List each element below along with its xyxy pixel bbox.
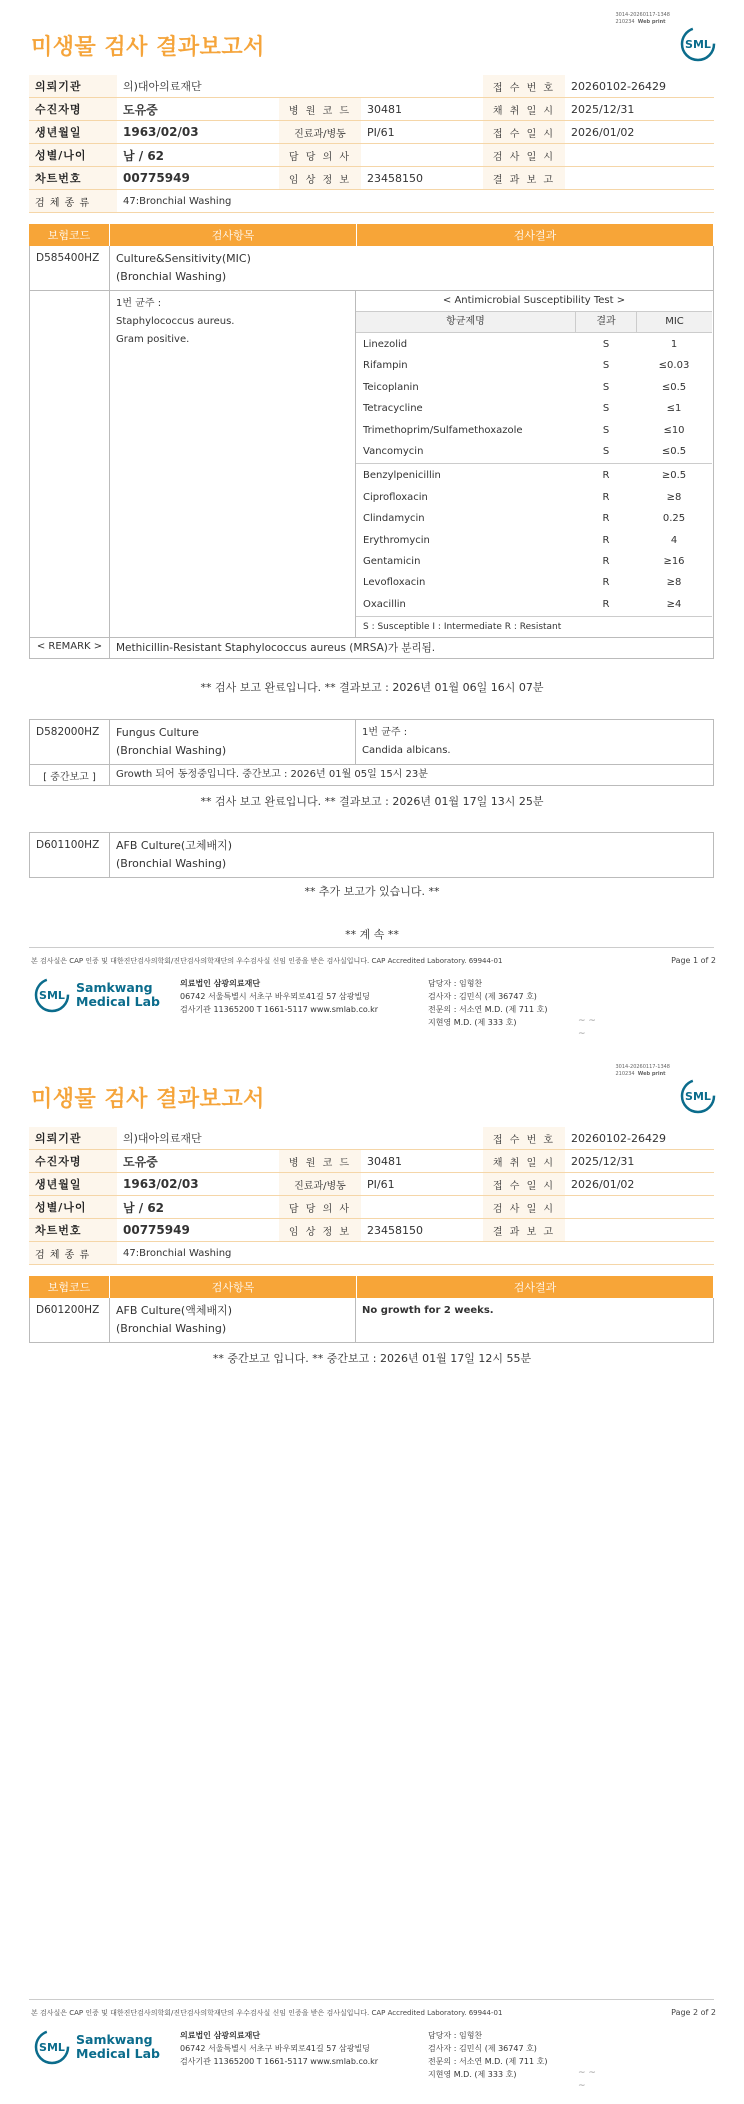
samkwang-logo: SML Samkwang Medical Lab xyxy=(34,977,160,1013)
report-page-2: 3014-20260117-1348 210234 Web print 미생물 검사 결과보고서 SML 의뢰기관 의)대아의료재단 접 수 번 호 20260102-26429 수진자명 도유중 병 원 코 드 30481 채 취 일 시 2025/12/31 생년월일 1963/02/03 진료과/병동 PI/61 접 수 일 시 2026/01/02 성별/나이 남 / 62 담 당 의 사 검 사 일 시 차트번호 00775949 임 상 정 보 23458150 결 과 보 고 검 체 종 류 47:Bronchial Washing 보험코드 검사항목 검사결과 D601200HZ AFB Culture(액체배지) (Bronchial Washing) No growth for 2 weeks. ** 중간보고 입니다. ** 중간보고 : 2026년 01월 17일 12시 55분 본 검사실은 CAP 인증 및 대한진단검사의학회/진단검사의학재단의 우수검사실 신임 인증을 받은 검사실입니다. CAP Accredited Laboratory. 69944-01 Page 2 of 2 SML Samkwang Medical Lab 의료법인 삼광의료재단 06742 서울특별시 서초구 바우뫼로41길 57 삼광빌딩 검사기관 11365200 T 1661-5117 www.smlab.co.kr 담당자 : 임형찬 검사자 : 김민식 (제 36747 호) 전문의 : 서소연 M.D. (제 711 호) 지현영 M.D. (제 333 호) ~ ~ ~ xyxy=(31,1064,716,2091)
ast-row: Gentamicin R ≥16 xyxy=(363,555,685,567)
result-header: 보험코드 검사항목 검사결과 xyxy=(29,224,714,246)
svg-text:SML: SML xyxy=(685,1090,711,1103)
print-meta: 3014-20260117-1348 210234 Web print xyxy=(615,12,670,25)
signature: ~ ~ ~ xyxy=(578,2068,596,2091)
ast-row: Benzylpenicillin R ≥0.5 xyxy=(363,470,687,482)
svg-text:SML: SML xyxy=(685,38,711,51)
sml-logo-icon xyxy=(34,977,70,1013)
ast-row: Oxacillin R ≥4 xyxy=(363,598,682,610)
ast-row: Trimethoprim/Sulfamethoxazole S ≤10 xyxy=(363,424,685,436)
remark-text: Methicillin-Resistant Staphylococcus aureus (MRSA)가 분리됨. xyxy=(116,642,436,655)
test-section-afb-liquid: 보험코드 검사항목 검사결과 D601200HZ AFB Culture(액체배지) (Bronchial Washing) No growth for 2 weeks. xyxy=(29,1276,714,1343)
organism-name: Staphylococcus aureus. xyxy=(116,316,235,327)
ast-row: Ciprofloxacin R ≥8 xyxy=(363,491,682,503)
patient-info-table: 의뢰기관 의)대아의료재단 접 수 번 호 20260102-26429 수진자명 도유중 병 원 코 드 30481 채 취 일 시 2025/12/31 생년월일 1963/02/03 진료과/병동 PI/61 접 수 일 시 2026/01/02 성별/나이 남 / 62 담 당 의 사 검 사 일 시 차트번호 00775949 임 상 정 보 23458150 결 과 보 고 검 체 종 류 47:Bronchial Washing xyxy=(29,75,714,213)
samkwang-logo: SML Samkwang Medical Lab xyxy=(34,2029,160,2065)
report-page-1: 3014-20260117-1348 210234 Web print 미생물 검사 결과보고서 SML 의뢰기관 의)대아의료재단 접 수 번 호 20260102-26429 수진자명 도유중 병 원 코 드 30481 채 취 일 시 2025/12/31 생년월일 1963/02/03 진료과/병동 PI/61 접 수 일 시 2026/01/02 성별/나이 남 / 62 담 당 의 사 검 사 일 시 차트번호 00775949 임 상 정 보 23458150 결 과 보 고 검 체 종 류 47:Bronchial Washing 보험코드 검사항목 검사결과 D585400HZ Culture&Sensitivity(MIC) (Bronchial Washing) 1번 균주 : Staphylococcus aureus. Gram positive. < Antimicrobial Susceptibility Test > 항균제명 결과 MIC Linezolid S 1 Rifampin S ≤0.03 Teicoplanin S ≤0.5 Tetracycline S ≤1 Trimethoprim/Sulfamethoxazole S ≤10 Vancomycin S ≤0.5 Benzylpenicillin R ≥0.5 Ciprofloxacin R ≥8 Clindamycin R 0.25 Erythromycin R 4 Gentamicin R ≥16 Levofloxacin R ≥8 Oxacillin R ≥4 S : Susceptible I : Intermediate R : Resistant < REMARK > Methicillin-Resistant Staphylococcus aureus (MRSA)가 분리됨. ** 검사 보고 완료입니다. ** 결과보고 : 2026년 01월 06일 16시 07분 D582000HZ Fungus Culture (Bronchial Washing) 1번 균주 : Candida albicans. [ 중간보고 ] Growth 되어 동정중입니다. 중간보고 : 2026년 01월 05일 15시 23분 ** 검사 보고 완료입니다. ** 결과보고 : 2026년 01월 17일 13시 25분 D601100HZ AFB Culture(고체배지) (Bronchial Washing) ** 추가 보고가 있습니다. ** ** 계 속 ** 본 검사실은 CAP 인증 및 대한진단검사의학회/진단검사의학재단의 우수검사실 신임 인증을 받은 검사실입니다. CAP Accredited Laboratory. 69944-01 Page 1 of 2 SML Samkwang Medical Lab 의료법인 삼광의료재단 06742 서울특별시 서초구 바우뫼로41길 57 삼광빌딩 검사기관 11365200 T 1661-5117 www.smlab.co.kr 담당자 : 임형찬 검사자 : 김민식 (제 36747 호) 전문의 : 서소연 M.D. (제 711 호) 지현영 M.D. (제 333 호) ~ ~ ~ xyxy=(31,12,716,1039)
svg-text:SML: SML xyxy=(39,989,65,1002)
sml-logo-icon xyxy=(680,1078,716,1114)
ast-row: Teicoplanin S ≤0.5 xyxy=(363,381,687,393)
svg-text:SML: SML xyxy=(39,2041,65,2054)
print-meta: 3014-20260117-1348 210234 Web print xyxy=(615,1064,670,1077)
report-title: 미생물 검사 결과보고서 xyxy=(31,1087,265,1112)
signature: ~ ~ ~ xyxy=(578,1016,596,1039)
test-section-culture: 보험코드 검사항목 검사결과 D585400HZ Culture&Sensitivity(MIC) (Bronchial Washing) 1번 균주 : Staphylococcus aureus. Gram positive. < Antimicrobial Susceptibility Test > 항균제명 결과 MIC Linezolid S 1 Rifampin S ≤0.03 Teicoplanin S ≤0.5 Tetracycline S ≤1 Trimethoprim/Sulfamethoxazole S ≤10 Vancomycin S ≤0.5 Benzylpenicillin R ≥0.5 Ciprofloxacin R ≥8 Clindamycin R 0.25 Erythromycin R 4 Gentamicin R ≥16 Levofloxacin R ≥8 Oxacillin R ≥4 S : Susceptible I : Intermediate R : Resistant < REMARK > Methicillin-Resistant Staphylococcus aureus (MRSA)가 분리됨. xyxy=(29,224,714,659)
ast-row: Tetracycline S ≤1 xyxy=(363,403,682,415)
sml-logo-icon xyxy=(34,2029,70,2065)
test-section-afb-solid: D601100HZ AFB Culture(고체배지) (Bronchial Washing) xyxy=(29,832,714,878)
patient-info-table: 의뢰기관 의)대아의료재단 접 수 번 호 20260102-26429 수진자명 도유중 병 원 코 드 30481 채 취 일 시 2025/12/31 생년월일 1963/02/03 진료과/병동 PI/61 접 수 일 시 2026/01/02 성별/나이 남 / 62 담 당 의 사 검 사 일 시 차트번호 00775949 임 상 정 보 23458150 결 과 보 고 검 체 종 류 47:Bronchial Washing xyxy=(29,1127,714,1265)
report-title: 미생물 검사 결과보고서 xyxy=(31,35,265,60)
ast-row: Erythromycin R 4 xyxy=(363,534,678,546)
ast-row: Vancomycin S ≤0.5 xyxy=(363,445,687,457)
ast-table: < Antimicrobial Susceptibility Test > 항균제명 결과 MIC Linezolid S 1 Rifampin S ≤0.03 Teicoplanin S ≤0.5 Tetracycline S ≤1 Trimethoprim/Sulfamethoxazole S ≤10 Vancomycin S ≤0.5 Benzylpenicillin R ≥0.5 Ciprofloxacin R ≥8 Clindamycin R 0.25 Erythromycin R 4 Gentamicin R ≥16 Levofloxacin R ≥8 Oxacillin R ≥4 S : Susceptible I : Intermediate R : Resistant xyxy=(356,291,712,637)
test-section-fungus: D582000HZ Fungus Culture (Bronchial Washing) 1번 균주 : Candida albicans. [ 중간보고 ] Growth 되어 동정중입니다. 중간보고 : 2026년 01월 05일 15시 23분 xyxy=(29,719,714,786)
ast-row: Rifampin S ≤0.03 xyxy=(363,360,690,372)
result-header: 보험코드 검사항목 검사결과 xyxy=(29,1276,714,1298)
ast-row: Linezolid S 1 xyxy=(363,339,678,350)
ast-row: Clindamycin R 0.25 xyxy=(363,513,686,525)
sml-logo-icon xyxy=(680,26,716,62)
ast-row: Levofloxacin R ≥8 xyxy=(363,577,682,589)
